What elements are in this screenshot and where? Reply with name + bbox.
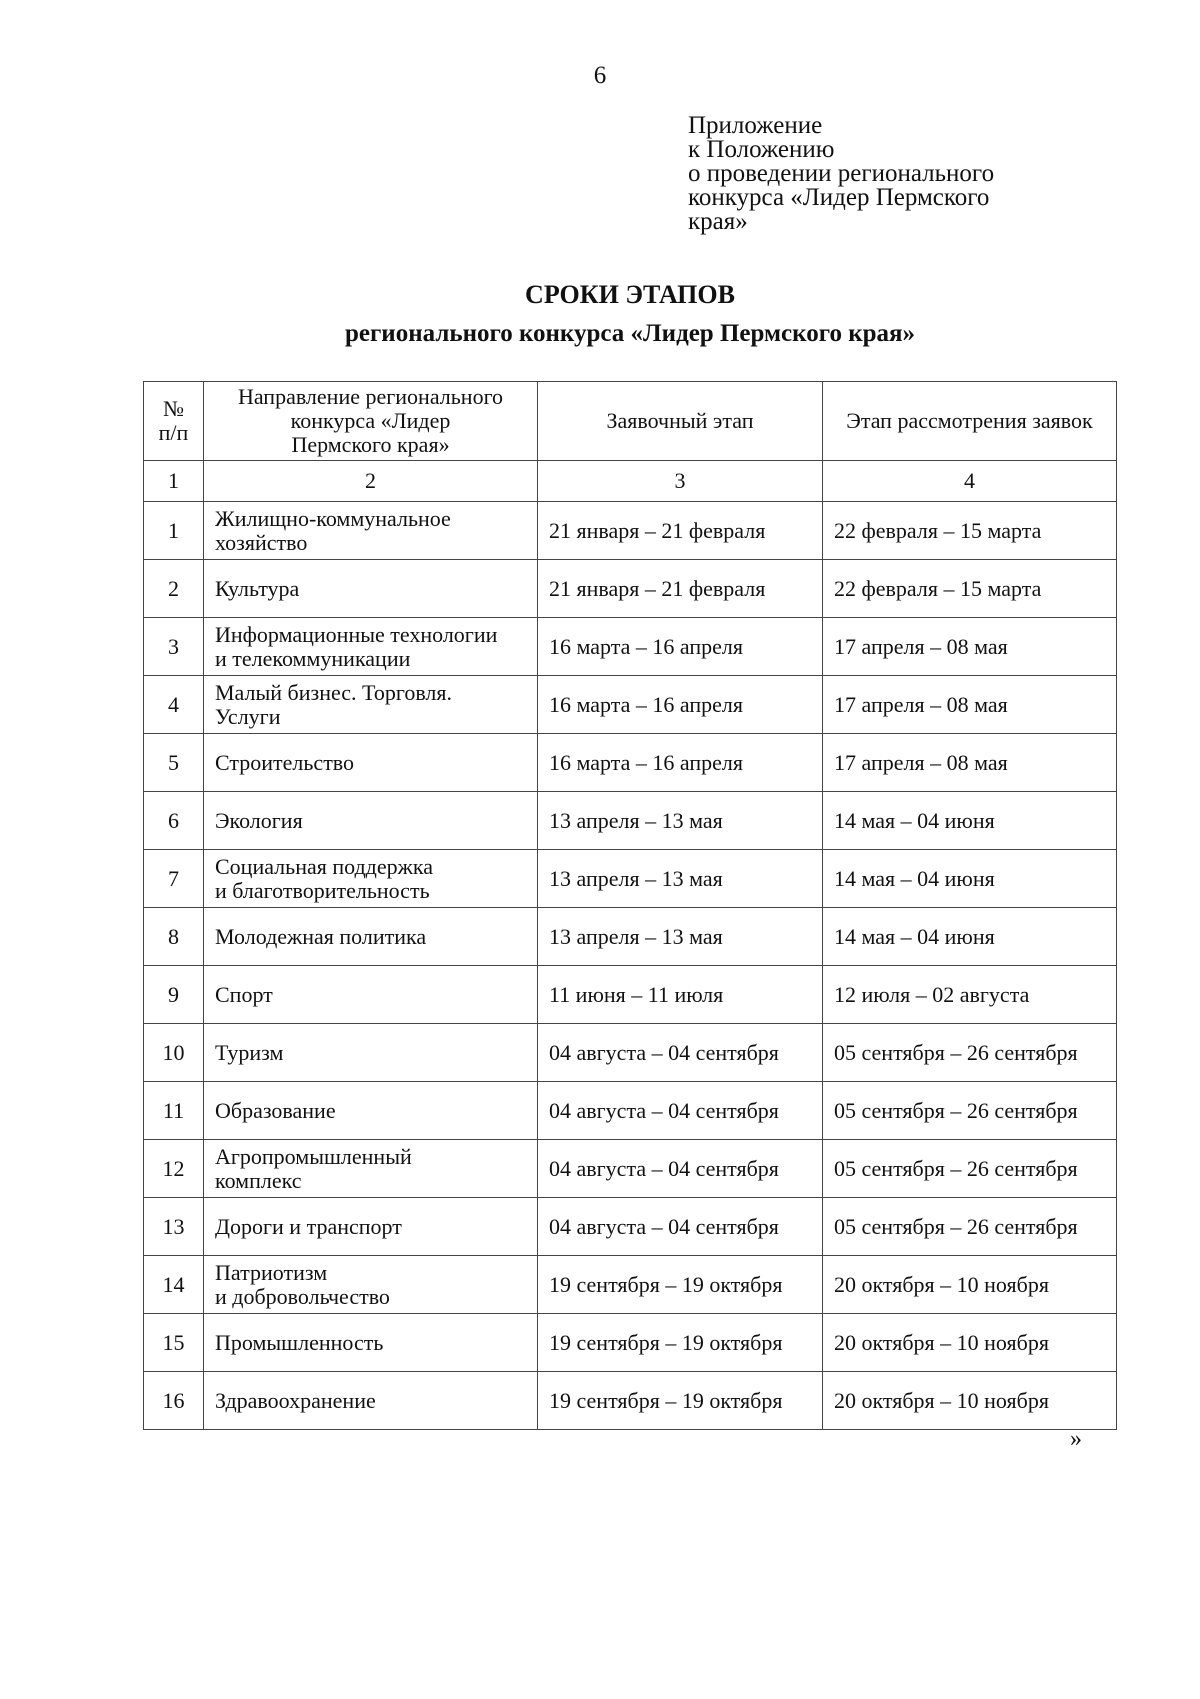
row-review-stage: 20 октября – 10 ноября	[823, 1314, 1117, 1372]
table-row	[144, 560, 1117, 618]
table-row	[144, 908, 1117, 966]
document-title: СРОКИ ЭТАПОВ	[525, 280, 735, 309]
table-body	[144, 502, 1117, 1430]
table-row	[144, 1314, 1117, 1372]
appendix-line: Приложение	[688, 112, 823, 139]
row-review-stage: 14 мая – 04 июня	[823, 850, 1117, 908]
row-number: 7	[144, 850, 204, 908]
row-application-stage: 21 января – 21 февраля	[538, 560, 823, 618]
row-application-stage: 11 июня – 11 июля	[538, 966, 823, 1024]
direction-line: Образование	[215, 1097, 336, 1123]
row-application-stage: 16 марта – 16 апреля	[538, 618, 823, 676]
header-line: №	[163, 396, 184, 421]
row-number: 16	[144, 1372, 204, 1430]
row-application-stage: 19 сентября – 19 октября	[538, 1314, 823, 1372]
stages-table	[143, 381, 1117, 1430]
row-application-stage: 04 августа – 04 сентября	[538, 1024, 823, 1082]
direction-line: хозяйство	[215, 529, 308, 555]
row-number: 1	[144, 502, 204, 560]
row-direction	[204, 734, 538, 792]
row-application-stage: 13 апреля – 13 мая	[538, 792, 823, 850]
row-direction	[204, 1256, 538, 1314]
row-direction	[204, 618, 538, 676]
row-direction	[204, 1140, 538, 1198]
row-direction	[204, 502, 538, 560]
row-number: 5	[144, 734, 204, 792]
row-review-stage: 22 февраля – 15 марта	[823, 560, 1117, 618]
header-line: конкурса «Лидер	[290, 408, 451, 433]
direction-line: и благотворительность	[215, 877, 430, 903]
direction-line: Культура	[215, 575, 300, 601]
row-number: 8	[144, 908, 204, 966]
direction-line: и добровольчество	[215, 1283, 390, 1309]
appendix-line: конкурса «Лидер Пермского	[688, 184, 990, 211]
document-subtitle: регионального конкурса «Лидер Пермского края»	[344, 320, 916, 347]
header-direction	[204, 382, 538, 461]
page-number: 6	[593, 62, 607, 89]
row-number: 10	[144, 1024, 204, 1082]
direction-line: комплекс	[215, 1167, 302, 1193]
column-number: 4	[823, 461, 1117, 502]
direction-line: и телекоммуникации	[215, 645, 411, 671]
table-row	[144, 1372, 1117, 1430]
appendix-line: о проведении регионального	[688, 160, 995, 187]
row-direction	[204, 966, 538, 1024]
table-row	[144, 1024, 1117, 1082]
header-review-stage	[823, 382, 1117, 461]
row-direction	[204, 1024, 538, 1082]
row-number: 4	[144, 676, 204, 734]
header-line: Заявочный этап	[606, 408, 754, 433]
row-review-stage: 14 мая – 04 июня	[823, 792, 1117, 850]
direction-line: Промышленность	[215, 1329, 384, 1355]
row-review-stage: 22 февраля – 15 марта	[823, 502, 1117, 560]
table-row	[144, 734, 1117, 792]
closing-quote-mark: »	[1070, 1426, 1082, 1452]
direction-line: Здравоохранение	[215, 1387, 376, 1413]
row-number: 6	[144, 792, 204, 850]
row-number: 15	[144, 1314, 204, 1372]
table-row	[144, 850, 1117, 908]
row-application-stage: 13 апреля – 13 мая	[538, 908, 823, 966]
row-direction	[204, 1198, 538, 1256]
row-direction	[204, 1082, 538, 1140]
row-direction	[204, 792, 538, 850]
row-application-stage: 21 января – 21 февраля	[538, 502, 823, 560]
header-number	[144, 382, 204, 461]
row-direction	[204, 850, 538, 908]
table-row	[144, 966, 1117, 1024]
row-application-stage: 16 марта – 16 апреля	[538, 676, 823, 734]
row-direction	[204, 1372, 538, 1430]
direction-line: Малый бизнес. Торговля.	[215, 679, 453, 705]
row-review-stage: 05 сентября – 26 сентября	[823, 1024, 1117, 1082]
row-direction	[204, 1314, 538, 1372]
row-review-stage: 20 октября – 10 ноября	[823, 1256, 1117, 1314]
table-row	[144, 1082, 1117, 1140]
row-number: 3	[144, 618, 204, 676]
table-row	[144, 1198, 1117, 1256]
direction-line: Агропромышленный	[215, 1143, 412, 1169]
appendix-line: края»	[688, 208, 748, 235]
header-application-stage	[538, 382, 823, 461]
row-review-stage: 05 сентября – 26 сентября	[823, 1140, 1117, 1198]
row-application-stage: 04 августа – 04 сентября	[538, 1140, 823, 1198]
direction-line: Социальная поддержка	[215, 853, 433, 879]
direction-line: Молодежная политика	[215, 923, 427, 949]
direction-line: Туризм	[215, 1039, 284, 1065]
direction-line: Жилищно-коммунальное	[215, 505, 451, 531]
row-application-stage: 19 сентября – 19 октября	[538, 1372, 823, 1430]
direction-line: Патриотизм	[215, 1259, 328, 1285]
direction-line: Строительство	[215, 749, 355, 775]
row-application-stage: 13 апреля – 13 мая	[538, 850, 823, 908]
direction-line: Спорт	[215, 981, 273, 1007]
row-number: 2	[144, 560, 204, 618]
header-line: Направление регионального	[237, 384, 504, 409]
appendix-line: к Положению	[688, 136, 835, 163]
row-number: 12	[144, 1140, 204, 1198]
row-direction	[204, 908, 538, 966]
column-number: 3	[538, 461, 823, 502]
row-review-stage: 12 июля – 02 августа	[823, 966, 1117, 1024]
direction-line: Информационные технологии	[215, 621, 498, 647]
row-review-stage: 17 апреля – 08 мая	[823, 734, 1117, 792]
direction-line: Услуги	[215, 703, 281, 729]
column-number: 1	[144, 461, 204, 502]
header-line: Пермского края»	[291, 432, 450, 457]
row-direction	[204, 676, 538, 734]
table-row	[144, 1256, 1117, 1314]
table-row	[144, 792, 1117, 850]
row-review-stage: 05 сентября – 26 сентября	[823, 1082, 1117, 1140]
row-review-stage: 17 апреля – 08 мая	[823, 676, 1117, 734]
direction-line: Экология	[215, 807, 303, 833]
row-number: 13	[144, 1198, 204, 1256]
row-application-stage: 04 августа – 04 сентября	[538, 1082, 823, 1140]
header-line: Этап рассмотрения заявок	[846, 408, 1093, 433]
row-number: 9	[144, 966, 204, 1024]
column-number: 2	[204, 461, 538, 502]
row-number: 11	[144, 1082, 204, 1140]
row-review-stage: 05 сентября – 26 сентября	[823, 1198, 1117, 1256]
table-row	[144, 676, 1117, 734]
row-direction	[204, 560, 538, 618]
direction-line: Дороги и транспорт	[215, 1213, 402, 1239]
row-application-stage: 04 августа – 04 сентября	[538, 1198, 823, 1256]
table-row	[144, 502, 1117, 560]
table-row	[144, 1140, 1117, 1198]
row-application-stage: 16 марта – 16 апреля	[538, 734, 823, 792]
column-number-row	[144, 461, 1117, 502]
header-line: п/п	[158, 420, 189, 445]
row-review-stage: 14 мая – 04 июня	[823, 908, 1117, 966]
appendix-note	[688, 114, 994, 234]
row-review-stage: 17 апреля – 08 мая	[823, 618, 1117, 676]
row-application-stage: 19 сентября – 19 октября	[538, 1256, 823, 1314]
row-number: 14	[144, 1256, 204, 1314]
table-header-row	[144, 382, 1117, 461]
table-row	[144, 618, 1117, 676]
row-review-stage: 20 октября – 10 ноября	[823, 1372, 1117, 1430]
